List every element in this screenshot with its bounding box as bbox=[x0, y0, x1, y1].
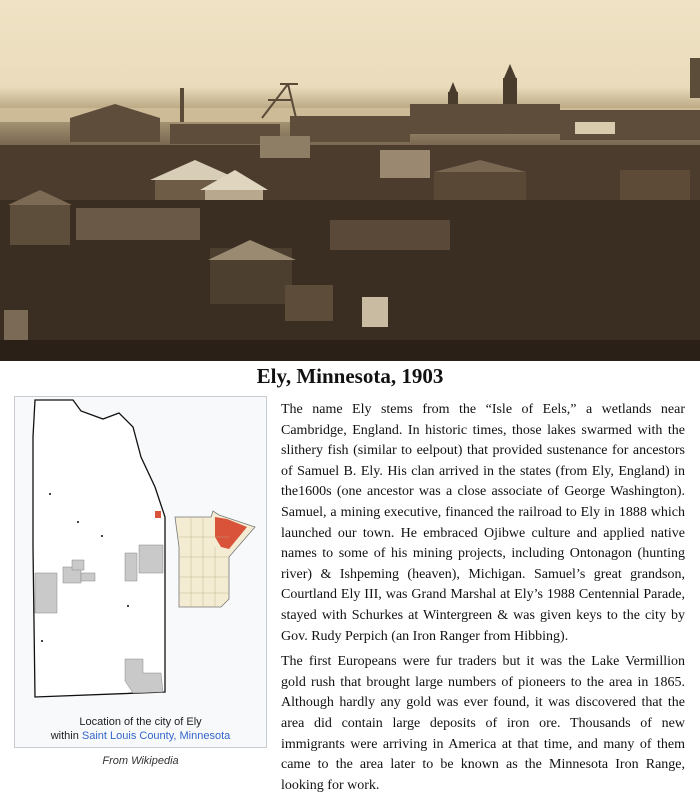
source-credit: From Wikipedia bbox=[102, 755, 179, 767]
minnesota-inset bbox=[175, 511, 255, 607]
county-link[interactable]: Saint Louis County, Minnesota bbox=[81, 730, 231, 742]
paragraph-settlement-history: The first Europeans were fur traders but it was the Lake Vermillion gold rush that brought large numbers of pioneers to the area in 1865. Although hardly any gold was ever found, it was discovered that the area did contain large deposits of iron ore. Thousands of new immigrants were arriving in America at that time, and many of them came to the area later to be known as the Minnesota Iron Range, looking for work. bbox=[281, 654, 685, 793]
locator-map bbox=[14, 396, 267, 748]
county-map-illustration bbox=[15, 397, 266, 715]
map-caption-within: within bbox=[50, 730, 79, 742]
town-panorama-illustration bbox=[0, 0, 700, 361]
paragraph-origin-of-name: The name Ely stems from the “Isle of Eels,” a wetlands near Cambridge, England. In historic times, those lakes swarmed with the slithery fish (similar to eelpout) that provided sustenance for ancestors of Samuel B. Ely. His clan arrived in the states (from Ely, England) in the1600s (one ancestor was a close associate of George Washington). Samuel, a mining executive, financed the railroad to Ely in 1888 which launched our town. He embraced Ojibwe culture and applied native names to some of his mining projects, including Ontonagon (hunting river) & Ishpeming (heaven), Michigan. Samuel’s great grandson, Courtland Ely III, was Grand Marshal at Ely’s 1988 Centennial Parade, stayed with Schurkes at Wintergreen & was given keys to the city by Gov. Rudy Perpich (an Iron Ranger from Hibbing). bbox=[281, 402, 685, 644]
ely-highlight bbox=[155, 511, 161, 518]
photo-caption: Ely, Minnesota, 1903 bbox=[256, 364, 444, 388]
water-tower bbox=[690, 58, 700, 98]
map-caption-line2 bbox=[15, 729, 266, 743]
foreground-buildings bbox=[0, 190, 700, 361]
historic-town-photo bbox=[0, 0, 700, 361]
church-steeple bbox=[504, 64, 516, 78]
map-caption bbox=[15, 715, 266, 743]
map-caption-line1: Location of the city of Ely bbox=[79, 716, 202, 728]
article-body bbox=[281, 400, 685, 801]
smokestack bbox=[180, 88, 184, 122]
